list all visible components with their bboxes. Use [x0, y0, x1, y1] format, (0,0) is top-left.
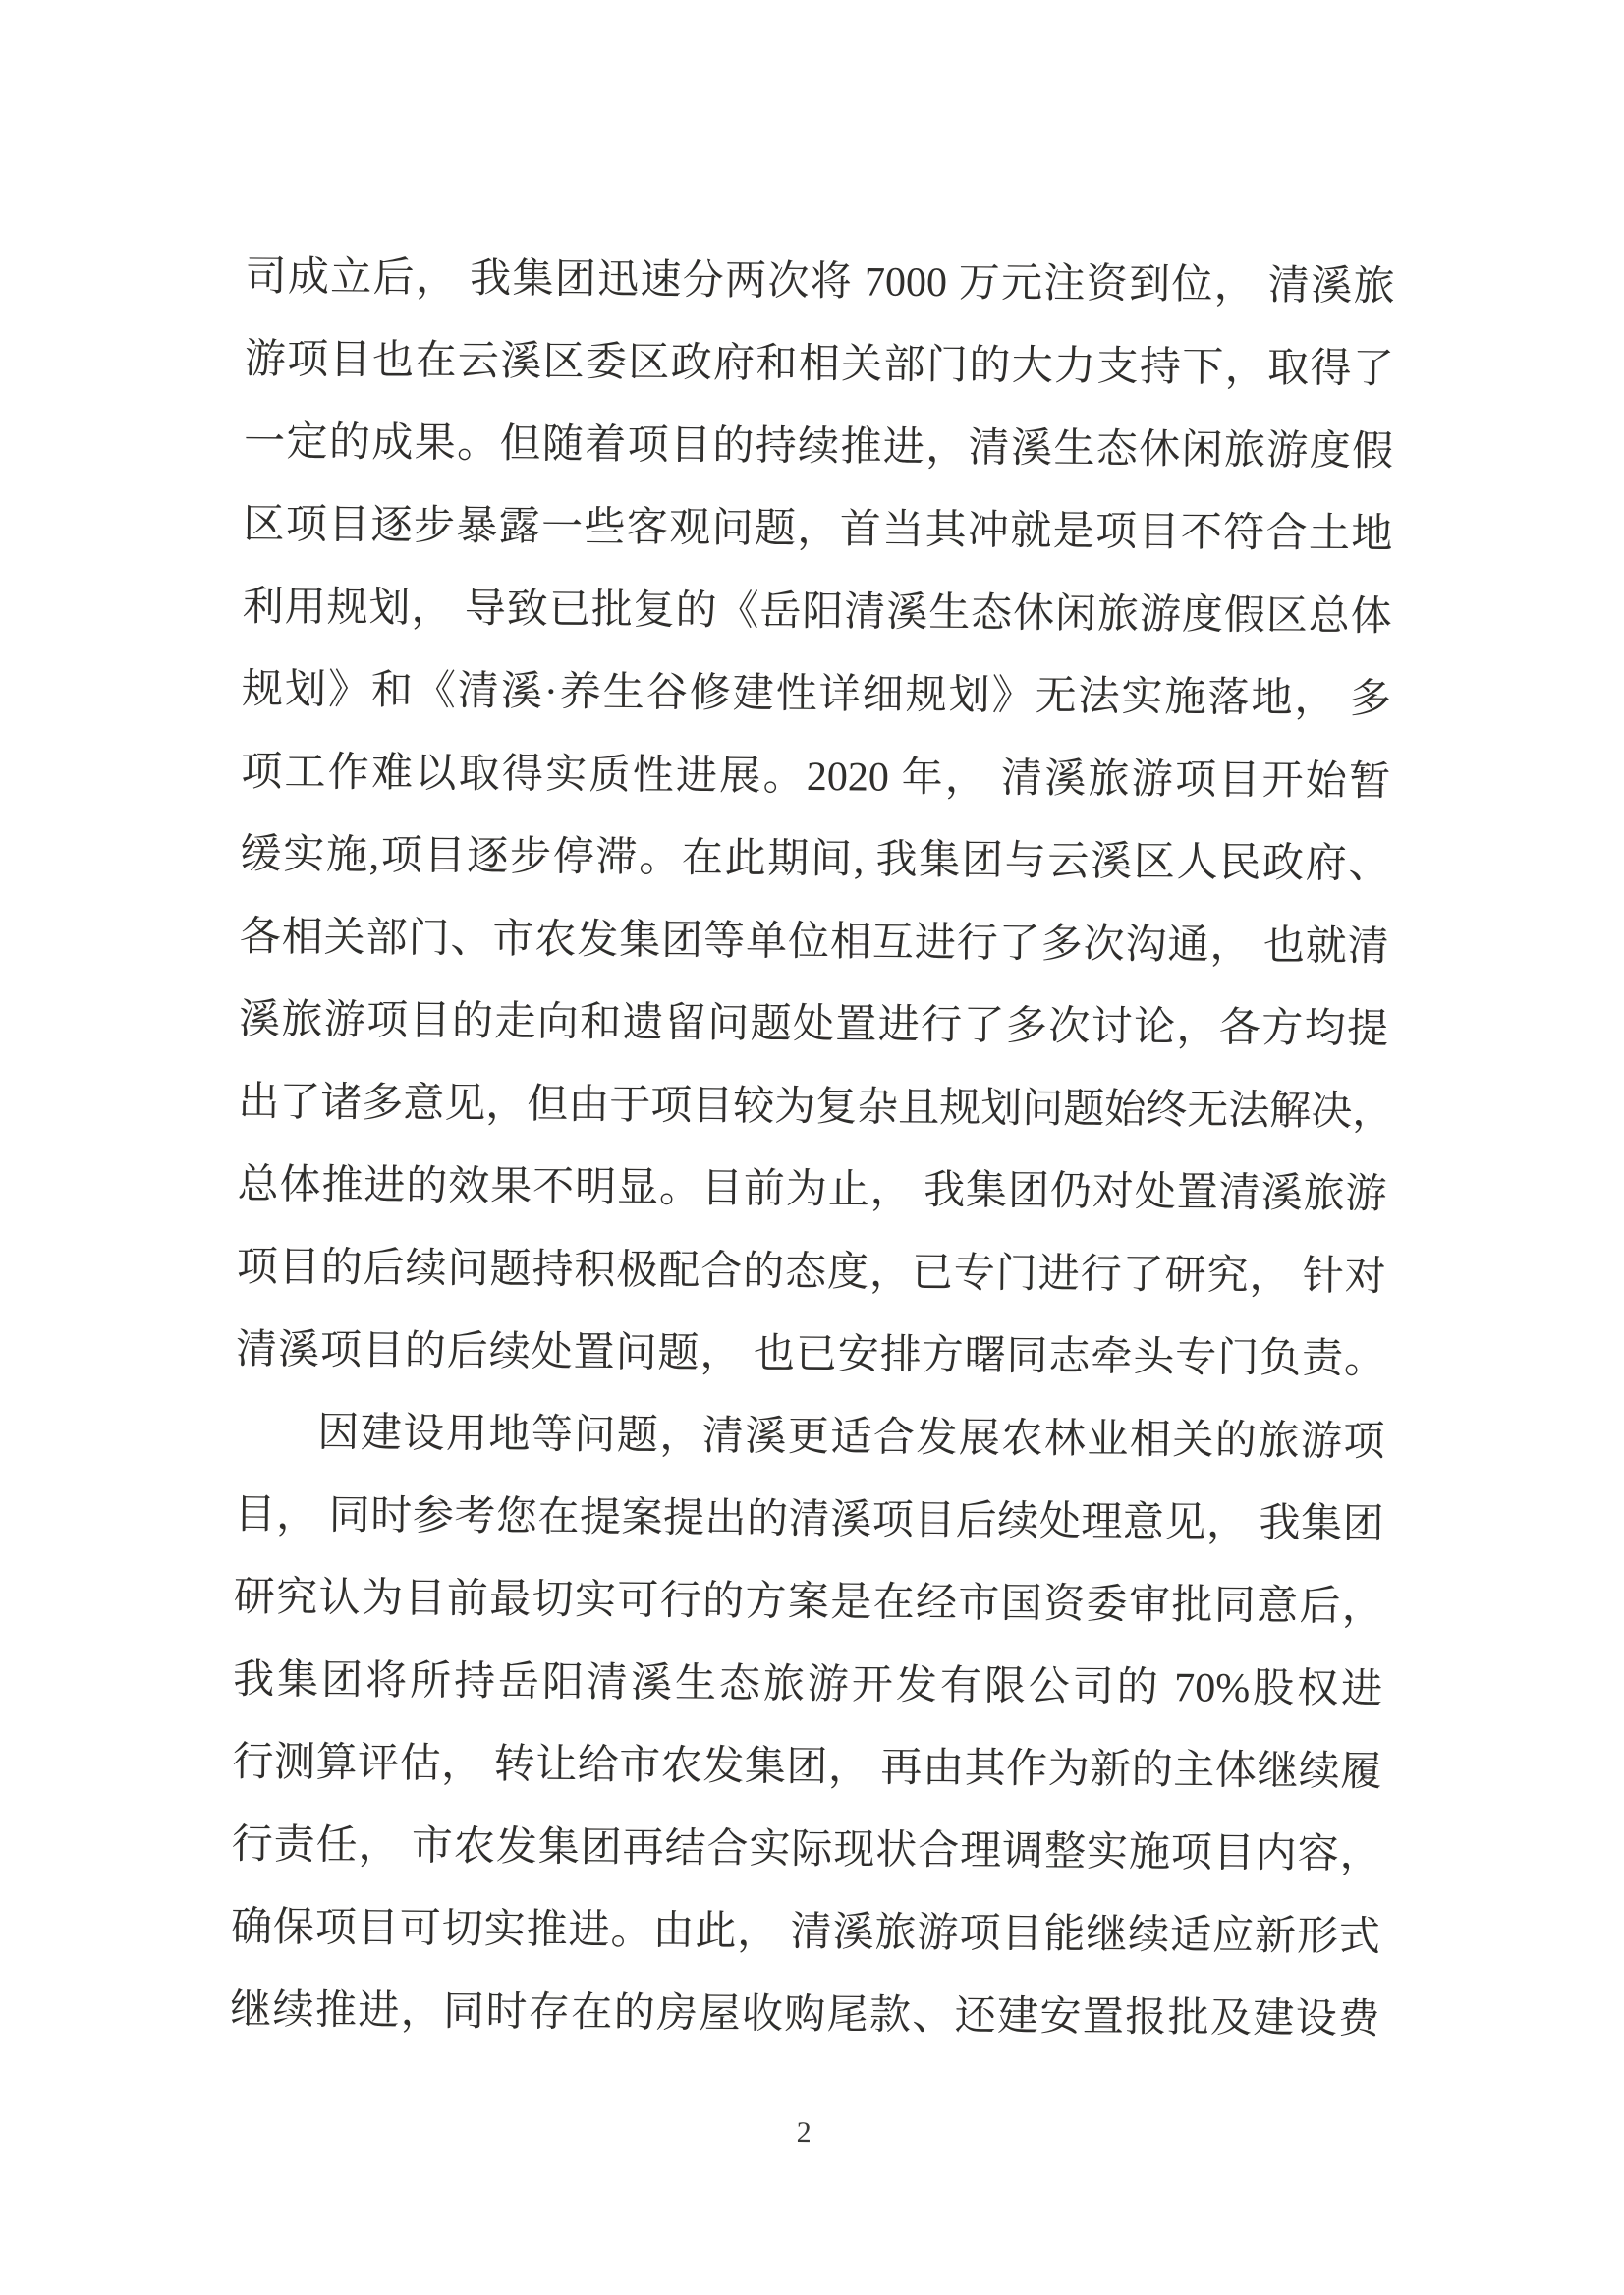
body-line: 利用规划， 导致已批复的《岳阳清溪生态休闲旅游度假区总体 [242, 584, 1392, 641]
body-line: 出了诸多意见，但由于项目较为复杂且规划问题始终无法解决， [238, 1079, 1394, 1136]
body-line: 研究认为目前最切实可行的方案是在经市国资委审批同意后， [233, 1574, 1384, 1631]
body-line: 各相关部门、市农发集团等单位相互进行了多次沟通， 也就清 [239, 914, 1389, 971]
page-number: 2 [796, 2115, 812, 2150]
paragraph-2 [230, 1391, 1385, 2061]
body-line: 游项目也在云溪区委区政府和相关部门的大力支持下，取得了 [244, 336, 1395, 393]
body-line: 区项目逐步暴露一些客观问题，首当其冲就是项目不符合土地 [243, 501, 1393, 558]
body-line: 项工作难以取得实质性进展。2020 年， 清溪旅游项目开始暂 [241, 749, 1391, 806]
body-line: 确保项目可切实推进。由此， 清溪旅游项目能继续适应新形式 [230, 1904, 1381, 1961]
body-line: 因建设用地等问题，清溪更适合发展农林业相关的旅游项 [317, 1410, 1385, 1466]
document-body [230, 236, 1395, 2150]
body-line: 缓实施,项目逐步停滞。在此期间, 我集团与云溪区人民政府、 [240, 831, 1390, 888]
body-line: 清溪项目的后续处置问题， 也已安排方曙同志牵头专门负责。 [235, 1326, 1386, 1383]
body-line: 我集团将所持岳阳清溪生态旅游开发有限公司的 70%股权进 [232, 1656, 1383, 1713]
body-line: 继续推进，同时存在的房屋收购尾款、还建安置报批及建设费 [230, 1987, 1380, 2043]
body-line: 规划》和《清溪·养生谷修建性详细规划》无法实施落地， 多 [241, 666, 1392, 723]
body-line: 司成立后， 我集团迅速分两次将 7000 万元注资到位， 清溪旅 [245, 253, 1395, 310]
body-line: 溪旅游项目的走向和遗留问题处置进行了多次讨论，各方均提 [238, 996, 1389, 1053]
body-line: 目， 同时参考您在提案提出的清溪项目后续处理意见， 我集团 [234, 1491, 1384, 1548]
body-line: 行责任， 市农发集团再结合实际现状合理调整实施项目内容， [231, 1821, 1381, 1878]
body-line: 一定的成果。但随着项目的持续推进，清溪生态休闲旅游度假 [243, 419, 1394, 476]
body-line: 总体推进的效果不明显。目前为止， 我集团仍对处置清溪旅游 [237, 1161, 1387, 1218]
body-line: 项目的后续问题持积极配合的态度，已专门进行了研究， 针对 [236, 1244, 1386, 1301]
body-line: 行测算评估， 转让给市农发集团， 再由其作为新的主体继续履 [232, 1739, 1382, 1796]
paragraph-1 [236, 236, 1395, 1401]
